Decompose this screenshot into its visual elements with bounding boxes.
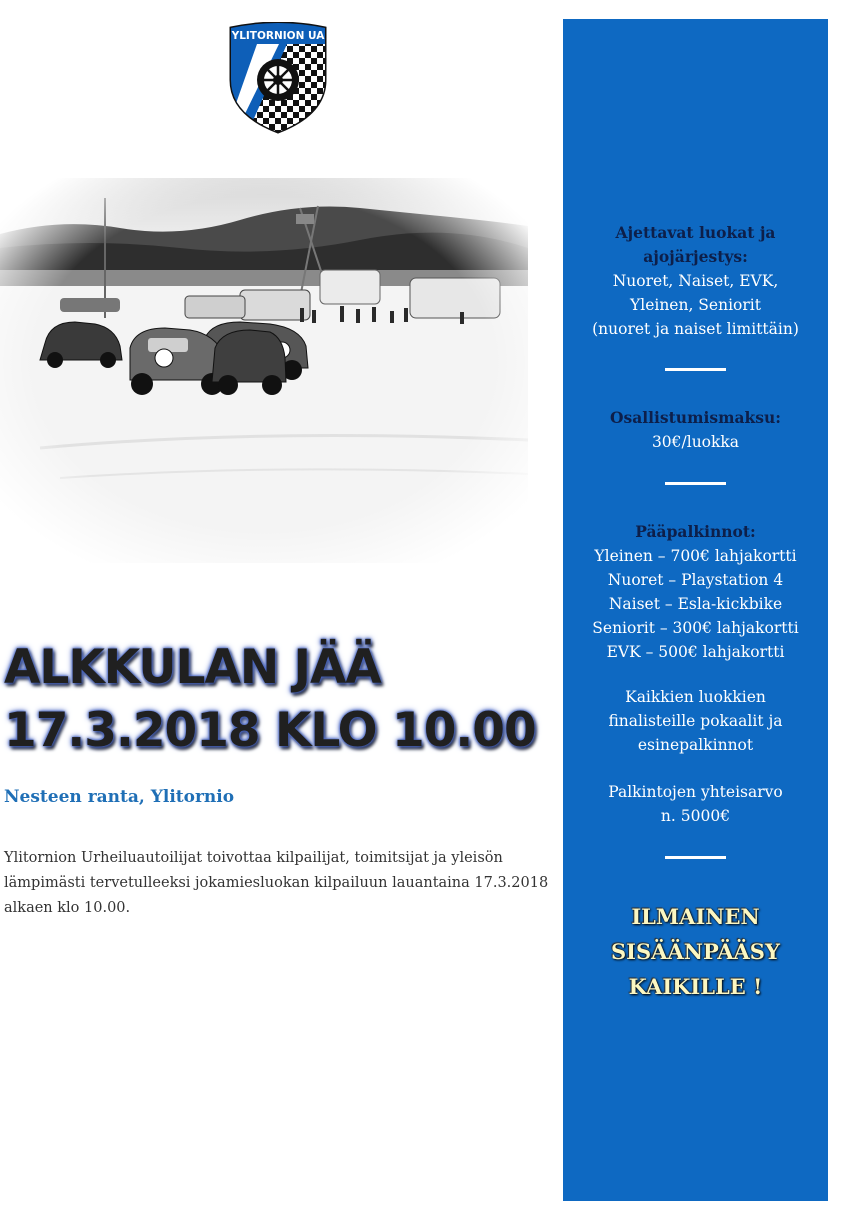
classes-heading: Ajettavat luokat ja [615, 223, 776, 242]
club-logo [227, 22, 329, 134]
logo-text: YLITORNION UA [231, 30, 325, 42]
event-title: ALKKULAN JÄÄ [4, 640, 381, 695]
total-line: n. 5000€ [660, 807, 731, 825]
event-location: Nesteen ranta, Ylitornio [4, 787, 235, 807]
prize-line: Nuoret – Playstation 4 [607, 571, 784, 589]
class-line: Nuoret, Naiset, EVK, [612, 272, 779, 290]
finalists-section [563, 685, 828, 757]
free-entry-line: KAIKILLE ! [628, 974, 763, 999]
classes-heading: ajojärjestys: [643, 247, 748, 266]
finalists-line: finalisteille pokaalit ja [608, 712, 783, 730]
finalists-line: Kaikkien luokkien [625, 688, 766, 706]
prize-line: Seniorit – 300€ lahjakortti [592, 619, 799, 637]
fee-value: 30€/luokka [651, 433, 740, 451]
free-entry-line: ILMAINEN [631, 904, 760, 929]
divider [665, 482, 726, 485]
race-photo [0, 178, 528, 563]
prize-line: Naiset – Esla-kickbike [608, 595, 783, 613]
info-sidebar [563, 19, 828, 1201]
prizes-section [563, 520, 828, 664]
prize-line: Yleinen – 700€ lahjakortti [594, 547, 797, 565]
total-value-section [563, 780, 828, 828]
fee-heading: Osallistumismaksu: [609, 408, 781, 427]
free-entry-banner [563, 899, 828, 1004]
total-line: Palkintojen yhteisarvo [608, 783, 783, 801]
divider [665, 368, 726, 371]
fee-section [563, 406, 828, 454]
prizes-heading: Pääpalkinnot: [635, 522, 756, 541]
class-line: (nuoret ja naiset limittäin) [592, 320, 799, 338]
wheel-icon [257, 59, 299, 101]
finalists-line: esinepalkinnot [637, 736, 754, 754]
event-date-time: 17.3.2018 KLO 10.00 [4, 703, 536, 758]
prize-line: EVK – 500€ lahjakortti [606, 643, 785, 661]
classes-section [563, 221, 828, 341]
divider [665, 856, 726, 859]
event-description: Ylitornion Urheiluautoilijat toivottaa kilpailijat, toimitsijat ja yleisön lämpimästi tervetulleeksi jokamiesluokan kilpailuun lauantaina 17.3.2018 alkaen klo 10.00. [4, 850, 549, 916]
free-entry-line: SISÄÄNPÄÄSY [611, 939, 780, 964]
class-line: Yleinen, Seniorit [630, 296, 761, 314]
